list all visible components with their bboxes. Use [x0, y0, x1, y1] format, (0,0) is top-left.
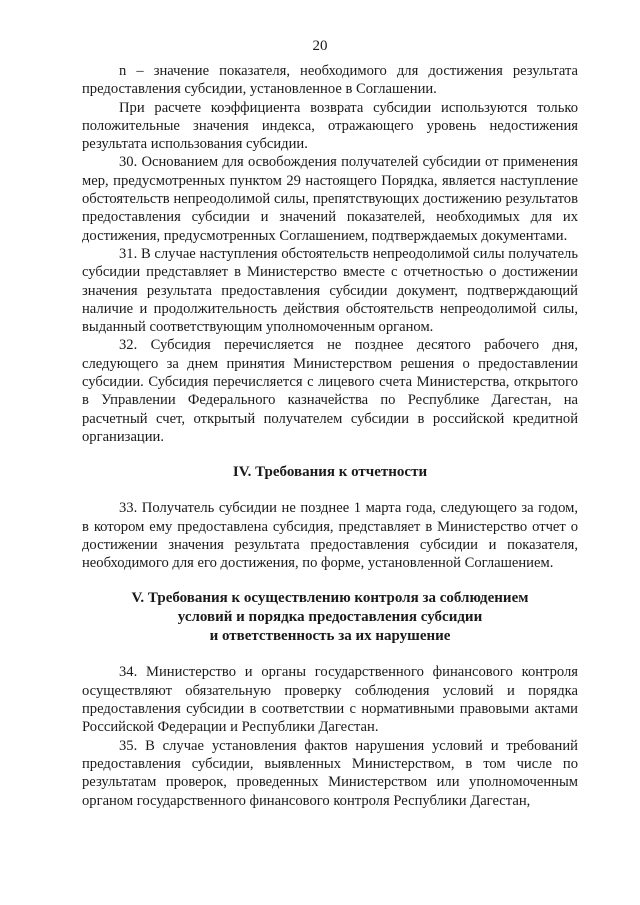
- paragraph-34: 34. Министерство и органы государственного финансового контроля осуществляют обязательную проверку соблюдения условий и порядка предоставления субсидии в соответствии с нормативными правовыми актами Российской Федерации и Республики Дагестан.: [82, 664, 578, 736]
- section-iv-heading: IV. Требования к отчетности: [232, 464, 428, 481]
- document-body: [82, 62, 578, 810]
- paragraph-31: 31. В случае наступления обстоятельств непреодолимой силы получатель субсидии представляет в Министерство вместе с отчетностью о достижении значения результата предоставления субсидии документ, подтверждающий наличие и продолжительность действия обстоятельств непреодолимой силы, выданный соответствующим уполномоченным органом.: [82, 245, 578, 336]
- section-v-heading-line-2: условий и порядка предоставления субсидии: [177, 609, 483, 626]
- section-v-heading-line-1: V. Требования к осуществлению контроля за соблюдением: [131, 590, 529, 607]
- paragraph-33: 33. Получатель субсидии не позднее 1 марта года, следующего за годом, в котором ему предоставлена субсидия, представляет в Министерство отчет о достижении значения результата предоставления субсидии и показателя, необходимого для его достижения, по форме, установленной Соглашением.: [82, 500, 578, 572]
- page-number: 20: [312, 38, 328, 54]
- paragraph-35: 35. В случае установления фактов нарушения условий и требований предоставления субсидии, выявленных Министерством, в том числе по результатам проверок, проведенных Министерством или уполномоченным органом государственного финансового контроля Республики Дагестан,: [82, 737, 578, 809]
- paragraph-30: 30. Основанием для освобождения получателей субсидии от применения мер, предусмотренных пунктом 29 настоящего Порядка, является наступление обстоятельств непреодолимой силы, препятствующих достижению результатов предоставления субсидии и значений показателей, необходимых для их достижения, предусмотренных Соглашением, подтверждаемых документами.: [82, 154, 578, 244]
- paragraph-n-definition: n – значение показателя, необходимого для достижения результата предоставления субсидии, установленное в Соглашении.: [82, 63, 578, 98]
- paragraph-32: 32. Субсидия перечисляется не позднее десятого рабочего дня, следующего за днем принятия Министерством решения о предоставлении субсидии. Субсидия перечисляется с лицевого счета Министерства, открытого в Управлении Федерального казначейства по Республике Дагестан, на расчетный счет, открытый получателем субсидии в российской кредитной организации.: [82, 337, 578, 445]
- paragraph-refund-coefficient: При расчете коэффициента возврата субсидии используются только положительные значения индекса, отражающего уровень недостижения результата использования субсидии.: [82, 99, 578, 153]
- section-v-heading-line-3: и ответственность за их нарушение: [209, 628, 451, 645]
- section-v-heading: [82, 589, 578, 646]
